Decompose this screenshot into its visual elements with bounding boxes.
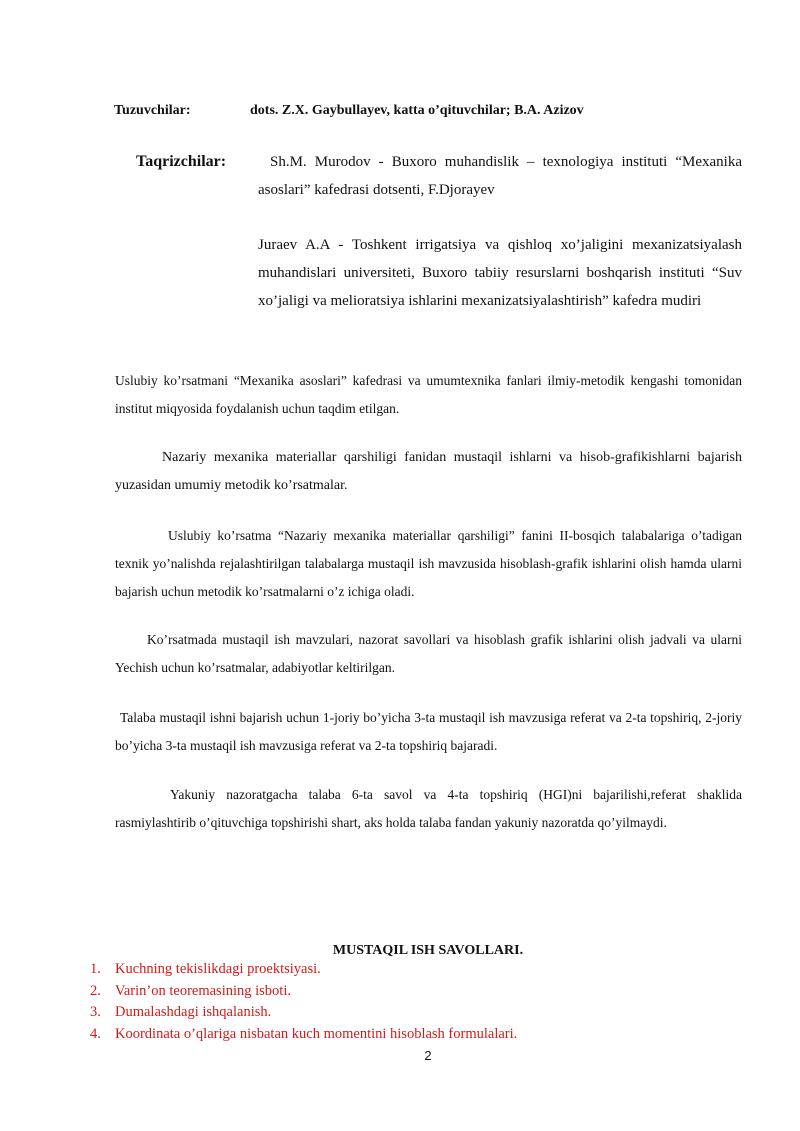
authors-value: dots. Z.X. Gaybullayev, katta o’qituvchilar; B.A. Azizov xyxy=(250,103,584,118)
paragraph-subject xyxy=(115,444,742,500)
authors-label: Tuzuvchilar: xyxy=(114,103,191,118)
paragraph-text: Uslubiy ko’rsatma “Nazariy mexanika materiallar qarshiligi” fanini II-bosqich talabalariga o’tadigan texnik yo’nalishda rejalashtirilgan talabalarga mustaqil ish mavzusida hisoblash-grafik ishlarini olish hamda ularni bajarish uchun metodik ko’rsatmalarni o’z ichiga oladi. xyxy=(115,528,742,599)
list-item xyxy=(90,1002,517,1024)
question-number: 2. xyxy=(90,982,101,999)
list-item xyxy=(90,981,517,1003)
paragraph-text: Yakuniy nazoratgacha talaba 6-ta savol va 4-ta topshiriq (HGI)ni bajarilishi,referat shaklida rasmiylashtirib o’qituvchiga topshirishi shart, aks holda talaba fandan yakuniy nazoratda qo’yilmaydi. xyxy=(115,787,742,830)
reviewer-1 xyxy=(258,148,742,204)
paragraph-tasks xyxy=(115,704,742,760)
paragraph-text: Nazariy mexanika materiallar qarshiligi fanidan mustaqil ishlarni va hisob-grafikishlarni bajarish yuzasidan umumiy metodik ko’rsatmalar. xyxy=(115,450,742,493)
question-text: Dumalashdagi ishqalanish. xyxy=(115,1004,272,1020)
paragraph-text: Talaba mustaqil ishni bajarish uchun 1-joriy bo’yicha 3-ta mustaqil ish mavzusiga referat va 2-ta topshiriq, 2-joriy bo’yicha 3-ta mustaqil ish mavzusiga referat va 2-ta topshiriq bajaradi. xyxy=(115,710,742,753)
paragraph-approval xyxy=(115,367,742,423)
list-item xyxy=(90,959,517,981)
list-item xyxy=(90,1024,517,1046)
paragraph-final-control xyxy=(115,781,742,837)
question-text: Kuchning tekislikdagi proektsiyasi. xyxy=(115,961,321,977)
reviewer-2-text: Juraev A.A - Toshkent irrigatsiya va qishloq xo’jaligini mexanizatsiyalash muhandislari universiteti, Buxoro tabiiy resurslarni boshqarish instituti “Suv xo’jaligi va melioratsiya ishlarini mexanizatsiyalashtirish” kafedra mudiri xyxy=(258,237,742,309)
question-number: 3. xyxy=(90,1004,101,1020)
question-text: Koordinata o’qlariga nisbatan kuch momentini hisoblash formulalari. xyxy=(115,1025,518,1042)
paragraph-description xyxy=(115,522,742,606)
questions-list xyxy=(90,959,517,1045)
questions-title: MUSTAQIL ISH SAVOLLARI. xyxy=(332,943,524,958)
reviewer-1-text: Sh.M. Murodov - Buxoro muhandislik – texnologiya instituti “Mexanika asoslari” kafedrasi dotsenti, F.Djorayev xyxy=(258,154,742,198)
paragraph-text: Uslubiy ko’rsatmani “Mexanika asoslari” kafedrasi va umumtexnika fanlari ilmiy-metodik kengashi tomonidan institut miqyosida foydalanish uchun taqdim etilgan. xyxy=(115,373,742,416)
question-number: 1. xyxy=(90,961,101,977)
paragraph-contents xyxy=(115,626,742,682)
reviewer-2 xyxy=(258,231,742,315)
page-number: 2 xyxy=(424,1048,432,1063)
paragraph-text: Ko’rsatmada mustaqil ish mavzulari, nazorat savollari va hisoblash grafik ishlarini olish jadvali va ularni Yechish uchun ko’rsatmalar, adabiyotlar keltirilgan. xyxy=(115,632,742,675)
question-text: Varin’on teoremasining isboti. xyxy=(115,982,291,999)
question-number: 4. xyxy=(90,1025,101,1042)
reviewers-label: Taqrizchilar: xyxy=(136,153,227,170)
